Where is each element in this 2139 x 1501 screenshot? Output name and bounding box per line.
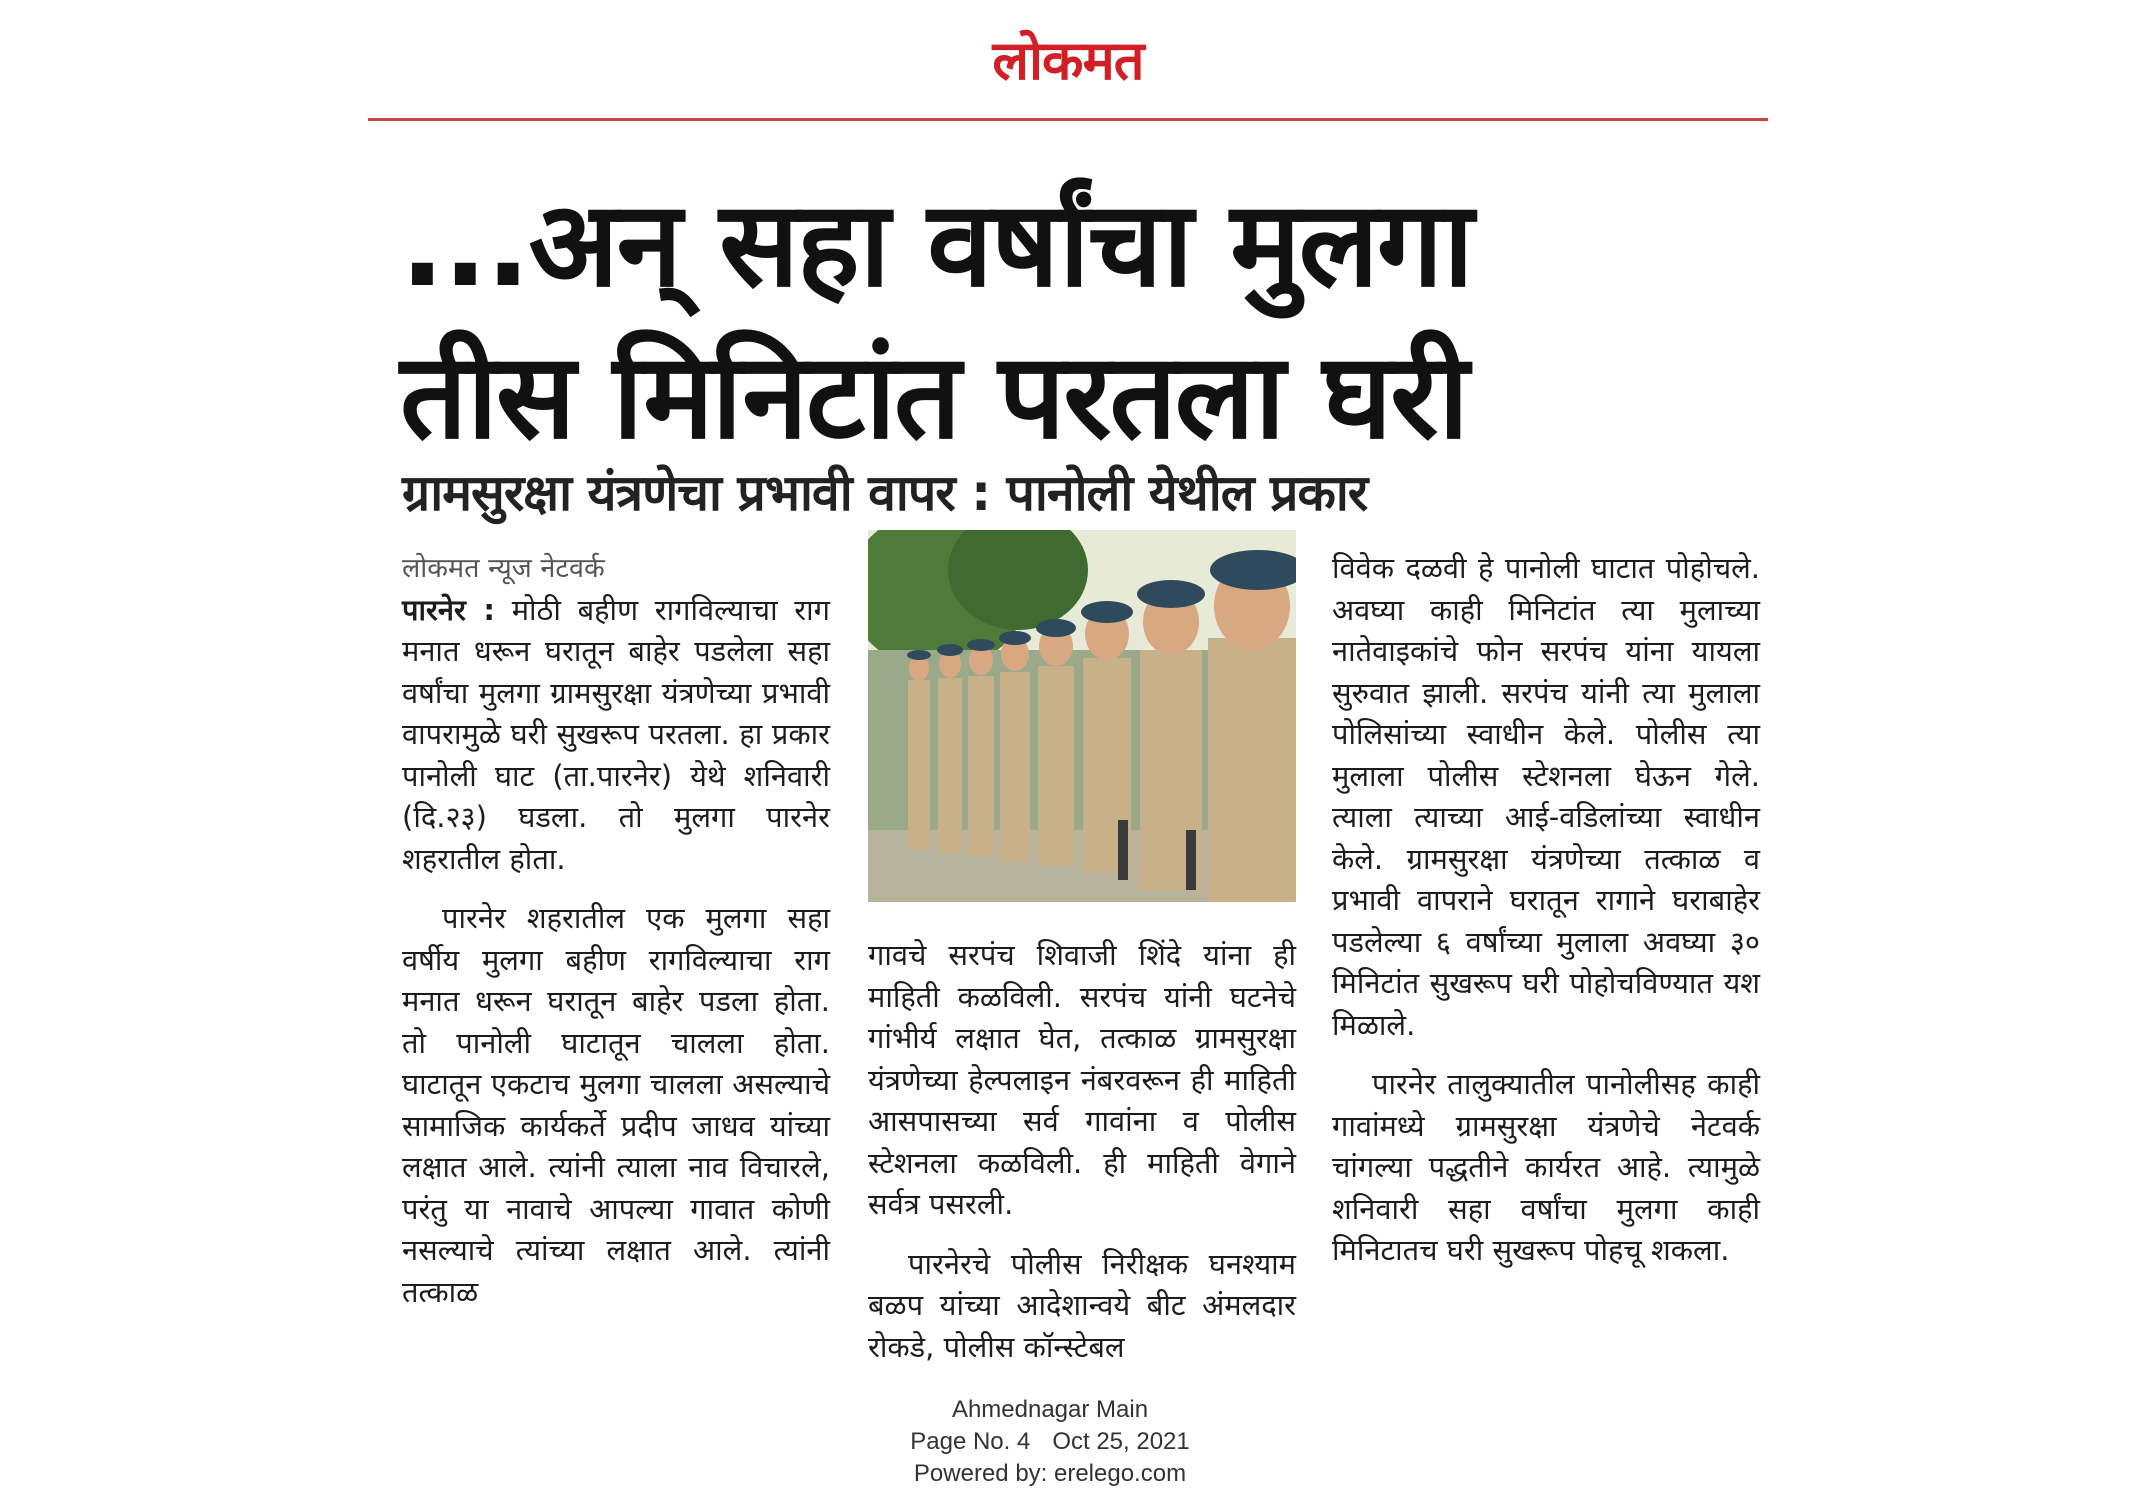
footer: [800, 1394, 1300, 1490]
article-paragraph-2: पारनेर शहरातील एक मुलगा सहा वर्षीय मुलगा बहीण रागविल्याचा राग मनात धरून घरातून बाहेर पडला होता. तो पानोली घाटातून चालला होता. घाटातून एकटाच मुलगा चालला असल्याचे सामाजिक कार्यकर्ते प्रदीप जाधव यांच्या लक्षात आले. त्यांनी त्याला नाव विचारले, परंतु या नावाचे आपल्या गावात कोणी नसल्याचे त्यांच्या लक्षात आले. त्यांनी तत्काळ: [402, 901, 830, 1309]
article-paragraph-3: गावचे सरपंच शिवाजी शिंदे यांना ही माहिती कळविली. सरपंच यांनी घटनेचे गांभीर्य लक्षात घेत, तत्काळ ग्रामसुरक्षा यंत्रणेच्या हेल्पलाइन नंबरवरून ही माहिती आसपासच्या सर्व गावांना व पोलीस स्टेशनला कळविली. ही माहिती वेगाने सर्वत्र पसरली.: [868, 938, 1296, 1221]
masthead: [368, 30, 1768, 92]
article-paragraph-6: पारनेर तालुक्यातील पानोलीसह काही गावांमध्ये ग्रामसुरक्षा यंत्रणेचे नेटवर्क चांगल्या पद्धतीने कार्यरत आहे. त्यामुळे शनिवारी सहा वर्षांचा मुलगा काही मिनिटातच घरी सुखरूप पोहचू शकला.: [1332, 1067, 1760, 1267]
edition-label: Ahmednagar Main: [951, 1396, 1149, 1423]
headline-line-2: तीस मिनिटांत परतला घरी: [400, 327, 1467, 465]
masthead-divider: [368, 118, 1768, 121]
headline: [400, 168, 1760, 472]
police-parade-photo: [868, 530, 1296, 902]
article-column-2: [868, 935, 1296, 1368]
paragraph-1-text: मोठी बहीण रागविल्याचा राग मनात धरून घरातून बाहेर पडलेला सहा वर्षांचा मुलगा ग्रामसुरक्षा यंत्रणेच्या प्रभावी वापरामुळे घरी सुखरूप परतला. हा प्रकार पानोली घाट (ता.पारनेर) येथे शनिवारी (दि.२३) घडला. तो मुलगा पारनेर शहरातील होता.: [402, 592, 830, 876]
subheadline: ग्रामसुरक्षा यंत्रणेचा प्रभावी वापर : पानोली येथील प्रकार: [402, 464, 1368, 522]
headline-line-1: ...अन् सहा वर्षांचा मुलगा: [400, 175, 1472, 313]
lokmat-logo: लोकमत: [992, 29, 1144, 92]
photo-illustration: [868, 530, 1296, 902]
page-number: Page No. 4: [910, 1428, 1031, 1455]
page-and-date: [800, 1426, 1300, 1458]
dateline: पारनेर :: [402, 592, 495, 627]
article-paragraph-4: पारनेरचे पोलीस निरीक्षक घनश्याम बळप यांच्या आदेशान्वये बीट अंमलदार रोकडे, पोलीस कॉन्स्टेबल: [868, 1246, 1296, 1364]
article-paragraph-1: [402, 590, 830, 881]
article-column-1: [402, 548, 830, 1313]
article-column-3: [1332, 548, 1760, 1272]
publication-date: Oct 25, 2021: [1052, 1428, 1190, 1455]
article-paragraph-5: विवेक दळवी हे पानोली घाटात पोहोचले. अवघ्या काही मिनिटांत त्या मुलाच्या नातेवाइकांचे फोन सरपंच यांना यायला सुरुवात झाली. सरपंच यांनी त्या मुलाला पोलिसांच्या स्वाधीन केले. पोलीस त्या मुलाला पोलीस स्टेशनला घेऊन गेले. त्याला त्याच्या आई-वडिलांच्या स्वाधीन केले. ग्रामसुरक्षा यंत्रणेच्या तत्काळ व प्रभावी वापराने घरातून रागाने घराबाहेर पडलेल्या ६ वर्षांच्या मुलाला अवघ्या ३० मिनिटांत सुखरूप घरी पोहोचविण्यात यश मिळाले.: [1332, 551, 1760, 1042]
byline: लोकमत न्यूज नेटवर्क: [402, 553, 605, 584]
powered-by: Powered by: erelego.com: [913, 1460, 1187, 1487]
